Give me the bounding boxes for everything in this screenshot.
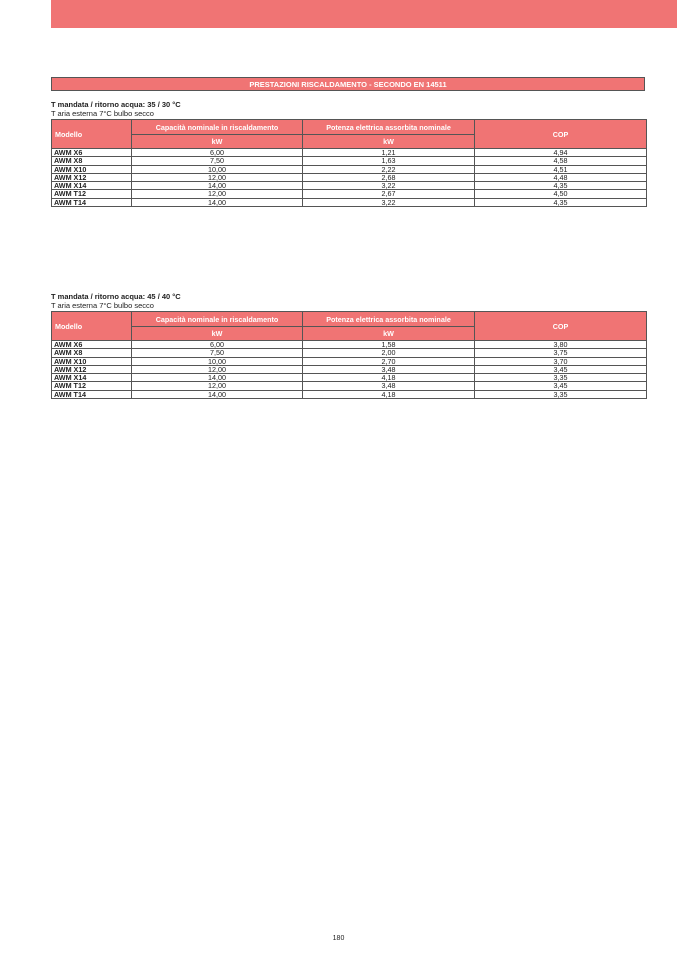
cop-cell: 3,70 xyxy=(475,357,647,365)
model-cell: AWM X10 xyxy=(52,357,132,365)
power-cell: 3,22 xyxy=(303,198,475,206)
power-cell: 1,21 xyxy=(303,149,475,157)
model-cell: AWM X6 xyxy=(52,149,132,157)
model-cell: AWM X14 xyxy=(52,374,132,382)
table-body xyxy=(52,149,647,207)
model-cell: AWM X8 xyxy=(52,349,132,357)
cop-cell: 3,45 xyxy=(475,365,647,373)
column-header-cop: COP xyxy=(475,120,647,149)
capacity-cell: 14,00 xyxy=(132,198,303,206)
model-cell: AWM X10 xyxy=(52,165,132,173)
power-cell: 3,48 xyxy=(303,382,475,390)
performance-table xyxy=(51,119,647,207)
power-cell: 2,68 xyxy=(303,173,475,181)
cop-cell: 4,48 xyxy=(475,173,647,181)
column-header-capacity: Capacità nominale in riscaldamento xyxy=(132,120,303,135)
cop-cell: 3,75 xyxy=(475,349,647,357)
model-cell: AWM T12 xyxy=(52,190,132,198)
column-header-power: Potenza elettrica assorbita nominale xyxy=(303,120,475,135)
power-cell: 1,58 xyxy=(303,341,475,349)
power-cell: 4,18 xyxy=(303,374,475,382)
table-row xyxy=(52,390,647,398)
unit-power: kW xyxy=(303,135,475,149)
column-header-power: Potenza elettrica assorbita nominale xyxy=(303,312,475,327)
section-title: PRESTAZIONI RISCALDAMENTO - SECONDO EN 14511 xyxy=(51,77,645,91)
performance-block-1 xyxy=(51,100,646,207)
capacity-cell: 10,00 xyxy=(132,357,303,365)
unit-power: kW xyxy=(303,327,475,341)
capacity-cell: 12,00 xyxy=(132,365,303,373)
capacity-cell: 14,00 xyxy=(132,390,303,398)
column-header-cop: COP xyxy=(475,312,647,341)
page-number: 180 xyxy=(332,935,345,942)
model-cell: AWM T14 xyxy=(52,198,132,206)
capacity-cell: 7,50 xyxy=(132,157,303,165)
power-cell: 2,00 xyxy=(303,349,475,357)
capacity-cell: 14,00 xyxy=(132,374,303,382)
capacity-cell: 14,00 xyxy=(132,182,303,190)
power-cell: 3,48 xyxy=(303,365,475,373)
cop-cell: 3,35 xyxy=(475,374,647,382)
model-cell: AWM X6 xyxy=(52,341,132,349)
condition-title: T mandata / ritorno acqua: 45 / 40 °C xyxy=(51,292,181,301)
unit-capacity: kW xyxy=(132,327,303,341)
table-body xyxy=(52,341,647,399)
column-header-capacity: Capacità nominale in riscaldamento xyxy=(132,312,303,327)
cop-cell: 4,35 xyxy=(475,182,647,190)
cop-cell: 4,58 xyxy=(475,157,647,165)
power-cell: 3,22 xyxy=(303,182,475,190)
table-row xyxy=(52,198,647,206)
power-cell: 2,22 xyxy=(303,165,475,173)
cop-cell: 3,45 xyxy=(475,382,647,390)
cop-cell: 4,94 xyxy=(475,149,647,157)
model-cell: AWM X12 xyxy=(52,173,132,181)
table-row xyxy=(52,157,647,165)
header-band xyxy=(51,0,677,28)
model-cell: AWM X8 xyxy=(52,157,132,165)
power-cell: 1,63 xyxy=(303,157,475,165)
model-cell: AWM X14 xyxy=(52,182,132,190)
capacity-cell: 12,00 xyxy=(132,190,303,198)
table-row xyxy=(52,349,647,357)
capacity-cell: 10,00 xyxy=(132,165,303,173)
column-header-model: Modello xyxy=(52,120,132,149)
capacity-cell: 6,00 xyxy=(132,149,303,157)
model-cell: AWM T14 xyxy=(52,390,132,398)
capacity-cell: 12,00 xyxy=(132,382,303,390)
unit-capacity: kW xyxy=(132,135,303,149)
cop-cell: 3,80 xyxy=(475,341,647,349)
condition-subtitle: T aria esterna 7°C bulbo secco xyxy=(51,109,154,118)
capacity-cell: 6,00 xyxy=(132,341,303,349)
power-cell: 2,67 xyxy=(303,190,475,198)
capacity-cell: 12,00 xyxy=(132,173,303,181)
model-cell: AWM T12 xyxy=(52,382,132,390)
condition-subtitle: T aria esterna 7°C bulbo secco xyxy=(51,301,154,310)
power-cell: 2,70 xyxy=(303,357,475,365)
cop-cell: 3,35 xyxy=(475,390,647,398)
condition-title: T mandata / ritorno acqua: 35 / 30 °C xyxy=(51,100,181,109)
cop-cell: 4,35 xyxy=(475,198,647,206)
cop-cell: 4,51 xyxy=(475,165,647,173)
performance-table xyxy=(51,311,647,399)
power-cell: 4,18 xyxy=(303,390,475,398)
performance-block-2 xyxy=(51,292,646,399)
model-cell: AWM X12 xyxy=(52,365,132,373)
column-header-model: Modello xyxy=(52,312,132,341)
capacity-cell: 7,50 xyxy=(132,349,303,357)
cop-cell: 4,50 xyxy=(475,190,647,198)
